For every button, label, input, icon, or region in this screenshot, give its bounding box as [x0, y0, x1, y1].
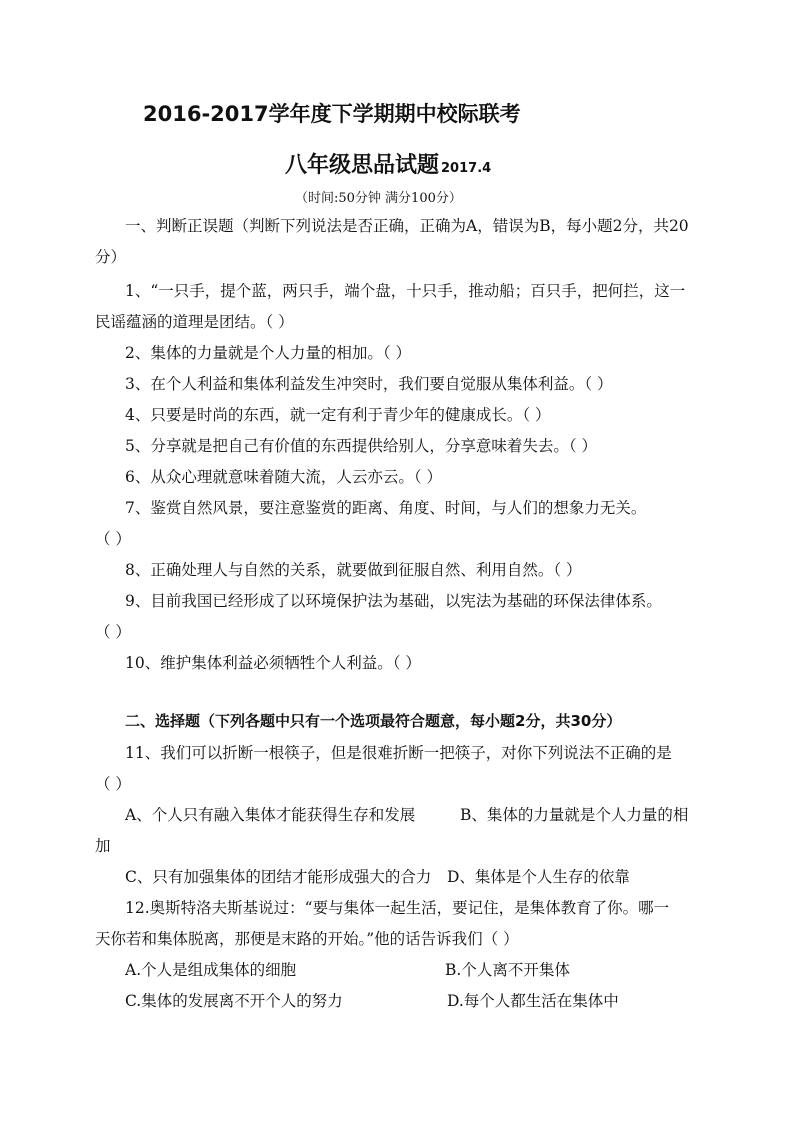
question-12-cont: 天你若和集体脱离，那便是末路的开始。”他的话告诉我们（ ）	[95, 930, 519, 948]
question-7: 7、鉴赏自然风景，要注意鉴赏的距离、角度、时间，与人们的想象力无关。	[125, 499, 647, 517]
subject-title: 八年级思品试题	[285, 153, 440, 178]
question-1-cont: 民谣蕴涵的道理是团结。（ ）	[95, 313, 294, 331]
question-8: 8、正确处理人与自然的关系，就要做到征服自然、利用自然。（ ）	[125, 561, 582, 579]
question-11: 11、我们可以折断一根筷子，但是很难折断一把筷子，对你下列说法不正确的是	[125, 744, 672, 762]
section1-heading: 一、判断正误题（判断下列说法是否正确，正确为A，错误为B，每小题2分，共20	[125, 217, 689, 235]
question-1: 1、“一只手，提个蓝，两只手，端个盘，十只手，推动船；百只手，把何拦，这一	[125, 282, 686, 300]
question-9: 9、目前我国已经形成了以环境保护法为基础，以宪法为基础的环保法律体系。	[125, 592, 662, 610]
question-4: 4、只要是时尚的东西，就一定有利于青少年的健康成长。（ ）	[125, 406, 551, 424]
section2-heading: 二、选择题（下列各题中只有一个选项最符合题意，每小题2分，共30分）	[125, 712, 622, 730]
option-12b: B.个人离不开集体	[445, 961, 570, 979]
question-11-cont: （ ）	[95, 775, 131, 793]
time-info: （时间:50分钟 满分100分）	[295, 191, 462, 206]
option-12d: D.每个人都生活在集体中	[447, 992, 619, 1010]
exam-date: 2017.4	[441, 161, 492, 176]
question-6: 6、从众心理就意味着随大流，人云亦云。（ ）	[125, 468, 443, 486]
option-11a: A、个人只有融入集体才能获得生存和发展	[125, 806, 416, 824]
exam-title: 2016-2017学年度下学期期中校际联考	[143, 102, 521, 126]
question-5: 5、分享就是把自己有价值的东西提供给别人，分享意味着失去。（ ）	[125, 437, 598, 455]
question-7-cont: （ ）	[95, 530, 131, 548]
section1-heading-cont: 分）	[95, 248, 127, 266]
exam-subtitle	[285, 148, 491, 179]
question-12: 12.奥斯特洛夫斯基说过：“要与集体一起生活，要记住，是集体教育了你。哪一	[125, 899, 670, 917]
option-12a: A.个人是组成集体的细胞	[125, 961, 297, 979]
option-11c: C、只有加强集体的团结才能形成强大的合力	[125, 868, 432, 886]
question-9-cont: （ ）	[95, 623, 131, 641]
question-3: 3、在个人利益和集体利益发生冲突时，我们要自觉服从集体利益。（ ）	[125, 375, 613, 393]
option-12c: C.集体的发展离不开个人的努力	[125, 992, 343, 1010]
option-11b: B、集体的力量就是个人力量的相	[460, 806, 689, 824]
option-11b-cont: 加	[95, 837, 111, 855]
question-10: 10、维护集体利益必须牺牲个人利益。（ ）	[125, 654, 421, 672]
option-11d: D、集体是个人生存的依靠	[447, 868, 630, 886]
question-2: 2、集体的力量就是个人力量的相加。（ ）	[125, 344, 412, 362]
